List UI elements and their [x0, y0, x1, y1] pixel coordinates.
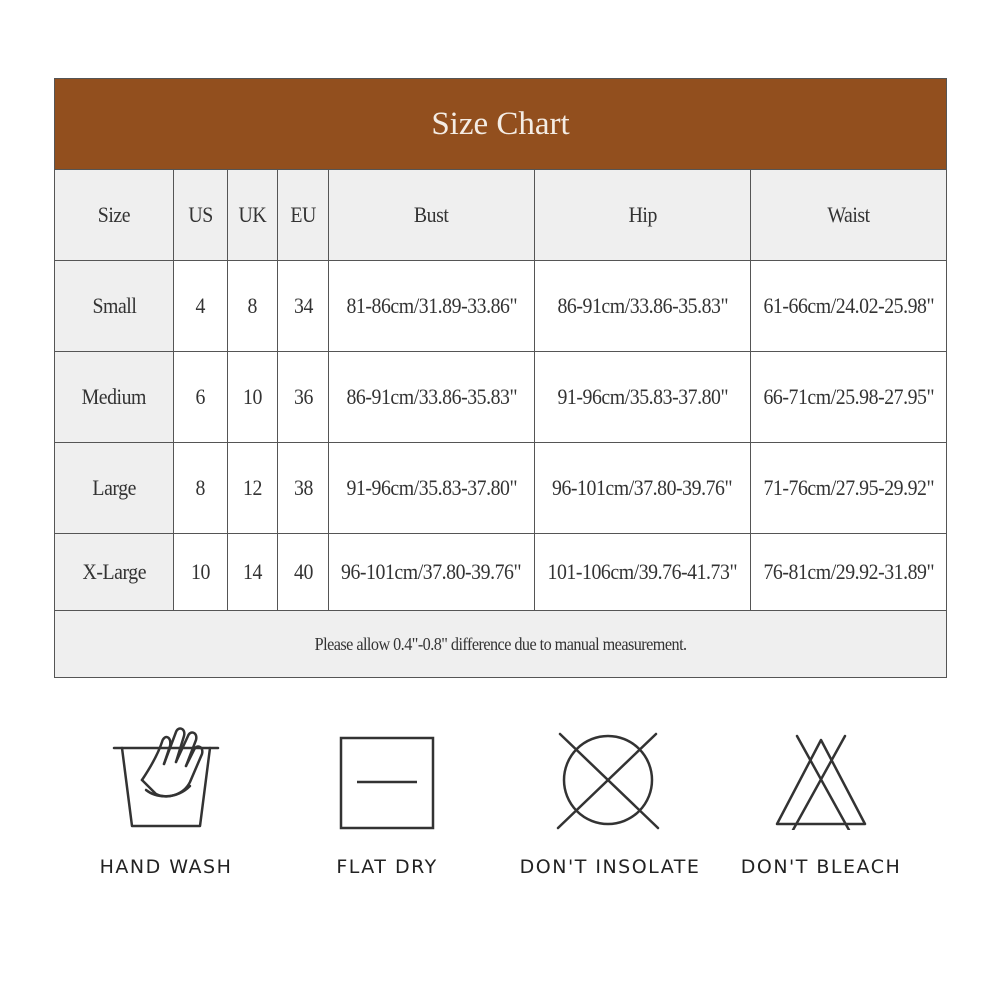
do-not-bleach-icon [711, 720, 931, 830]
waist-cell: 76-81cm/29.92-31.89" [751, 534, 947, 611]
table-row [55, 352, 947, 443]
care-label-flat-dry: FLAT DRY [336, 856, 438, 878]
eu-cell: 38 [278, 443, 329, 534]
waist-cell: 71-76cm/27.95-29.92" [751, 443, 947, 534]
header-waist: Waist [751, 170, 947, 261]
waist-cell: 61-66cm/24.02-25.98" [751, 261, 947, 352]
care-item-dont-insolate [500, 720, 720, 878]
care-instructions [0, 720, 1000, 900]
care-item-hand-wash [56, 720, 276, 878]
chart-title: Size Chart [55, 79, 947, 170]
table-row [55, 261, 947, 352]
bust-cell: 86-91cm/33.86-35.83" [329, 352, 535, 443]
header-uk: UK [228, 170, 278, 261]
header-us: US [174, 170, 228, 261]
header-size: Size [55, 170, 174, 261]
size-name-cell: Small [55, 261, 174, 352]
size-chart-table [54, 78, 947, 678]
eu-cell: 36 [278, 352, 329, 443]
table-row [55, 534, 947, 611]
header-row [55, 170, 947, 261]
us-cell: 4 [174, 261, 228, 352]
uk-cell: 10 [228, 352, 278, 443]
header-bust: Bust [329, 170, 535, 261]
hip-cell: 91-96cm/35.83-37.80" [535, 352, 751, 443]
bust-cell: 96-101cm/37.80-39.76" [329, 534, 535, 611]
size-name-cell: X-Large [55, 534, 174, 611]
uk-cell: 14 [228, 534, 278, 611]
bust-cell: 81-86cm/31.89-33.86" [329, 261, 535, 352]
size-name-cell: Medium [55, 352, 174, 443]
hip-cell: 96-101cm/37.80-39.76" [535, 443, 751, 534]
hip-cell: 101-106cm/39.76-41.73" [535, 534, 751, 611]
care-label-dont-insolate: DON'T INSOLATE [519, 856, 701, 878]
care-item-flat-dry [277, 720, 497, 878]
care-label-dont-bleach: DON'T BLEACH [740, 856, 902, 878]
waist-cell: 66-71cm/25.98-27.95" [751, 352, 947, 443]
uk-cell: 8 [228, 261, 278, 352]
hand-wash-icon [56, 720, 276, 830]
do-not-tumble-icon [500, 720, 720, 830]
size-name-cell: Large [55, 443, 174, 534]
us-cell: 6 [174, 352, 228, 443]
title-row [55, 79, 947, 170]
care-item-dont-bleach [711, 720, 931, 878]
hip-cell: 86-91cm/33.86-35.83" [535, 261, 751, 352]
eu-cell: 40 [278, 534, 329, 611]
note-row [55, 611, 947, 678]
us-cell: 10 [174, 534, 228, 611]
us-cell: 8 [174, 443, 228, 534]
table-row [55, 443, 947, 534]
uk-cell: 12 [228, 443, 278, 534]
care-label-hand-wash: HAND WASH [99, 856, 233, 878]
flat-dry-icon [277, 720, 497, 830]
bust-cell: 91-96cm/35.83-37.80" [329, 443, 535, 534]
header-hip: Hip [535, 170, 751, 261]
eu-cell: 34 [278, 261, 329, 352]
measurement-note: Please allow 0.4"-0.8" difference due to manual measurement. [55, 611, 947, 678]
header-eu: EU [278, 170, 329, 261]
